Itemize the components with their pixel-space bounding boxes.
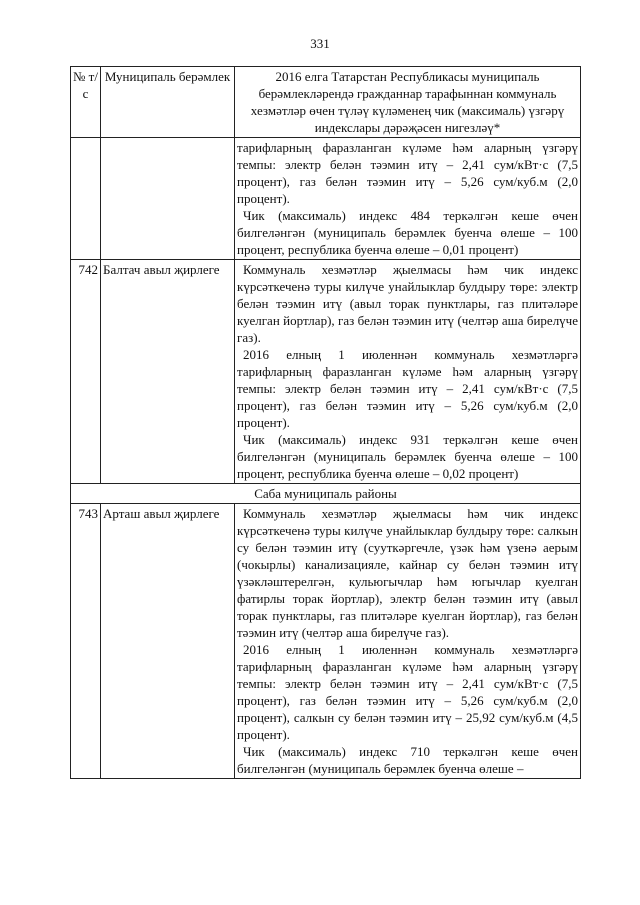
description-paragraph: Чик (максималь) индекс 710 теркәлгән кеше өчен билгеләнгән (муниципаль берәмлек буенча өлеше – (237, 744, 578, 776)
row-description (235, 260, 581, 484)
description-paragraph: Коммуналь хезмәтләр җыелмасы һәм чик индекс күрсәткеченә туры килүче унайлыклар булдыру төре: электр белән тәэмин итү (авыл торак пунктлары, газ плитәләре куелган йортлар), газ белән тәэмин итү (челтәр аша бирелүче газ). (237, 262, 578, 345)
section-row (71, 484, 581, 504)
header-num: № т/с (71, 67, 101, 138)
document-table (70, 66, 581, 779)
table-row (71, 138, 581, 260)
row-municipality: Балтач авыл җирлеге (101, 260, 235, 484)
description-paragraph: Коммуналь хезмәтләр җыелмасы һәм чик индекс күрсәткеченә туры килүче унайлыклар булдыру төре: салкын су белән тәэмин итү (сууткәргечле, үзәк һәм үзенә аерым (чокырлы) канализацияле, кайнар су белән тәэмин итү үзәкләштерелгән, кульюгычлар һәм югычлар куелган фатирлы торак йортлар), электр белән тәэмин итү (авыл торак пунктлары, газ плитәләре куелган йортлар), газ белән тәэмин итү (челтәр аша бирелүче газ). (237, 506, 578, 640)
table-row (71, 260, 581, 484)
page-number: 331 (310, 36, 330, 51)
description-paragraph: Чик (максималь) индекс 931 теркәлгән кеше өчен билгеләнгән (муниципаль берәмлек буенча өлеше – 100 процент, республика буенча өлеше – 0,02 процент) (237, 432, 578, 481)
description-paragraph: 2016 елның 1 июленнән коммуналь хезмәтләргә тарифларның фаразланган күләме һәм аларның үзгәрү темпы: электр белән тәэмин итү – 2,41 сум/кВт·с (7,5 процент), газ белән тәэмин итү – 5,26 сум/куб.м (2,0 процент). (237, 347, 578, 430)
row-description (235, 138, 581, 260)
description-paragraph: 2016 елның 1 июленнән коммуналь хезмәтләргә тарифларның фаразланган күләме һәм аларның үзгәрү темпы: электр белән тәэмин итү – 2,41 сум/кВт·с (7,5 процент), газ белән тәэмин итү – 5,26 сум/куб.м (2,0 процент), салкын су белән тәэмин итү – 25,92 сум/куб.м (4,5 процент). (237, 642, 578, 742)
description-paragraph: Чик (максималь) индекс 484 теркәлгән кеше өчен билгеләнгән (муниципаль берәмлек буенча өлеше – 100 процент, республика буенча өлеше – 0,01 процент) (237, 208, 578, 257)
row-municipality: Арташ авыл җирлеге (101, 504, 235, 779)
header-description: 2016 елга Татарстан Республикасы муниципаль берәмлекләрендә гражданнар тарафыннан коммуналь хезмәтләр өчен түләү күләменең чик (максималь) үзгәрү индекслары дәрәҗәсен нигезләү* (235, 67, 581, 138)
table-row (71, 504, 581, 779)
row-description (235, 504, 581, 779)
row-num (71, 138, 101, 260)
header-municipality: Муниципаль берәмлек (101, 67, 235, 138)
row-municipality (101, 138, 235, 260)
row-num: 743 (71, 504, 101, 779)
description-paragraph: тарифларның фаразланган күләме һәм аларның үзгәрү темпы: электр белән тәэмин итү – 2,41 сум/кВт·с (7,5 процент), газ белән тәэмин итү – 5,26 сум/куб.м (2,0 процент). (237, 140, 578, 206)
section-title: Саба муниципаль районы (71, 484, 581, 504)
table-header-row (71, 67, 581, 138)
row-num: 742 (71, 260, 101, 484)
